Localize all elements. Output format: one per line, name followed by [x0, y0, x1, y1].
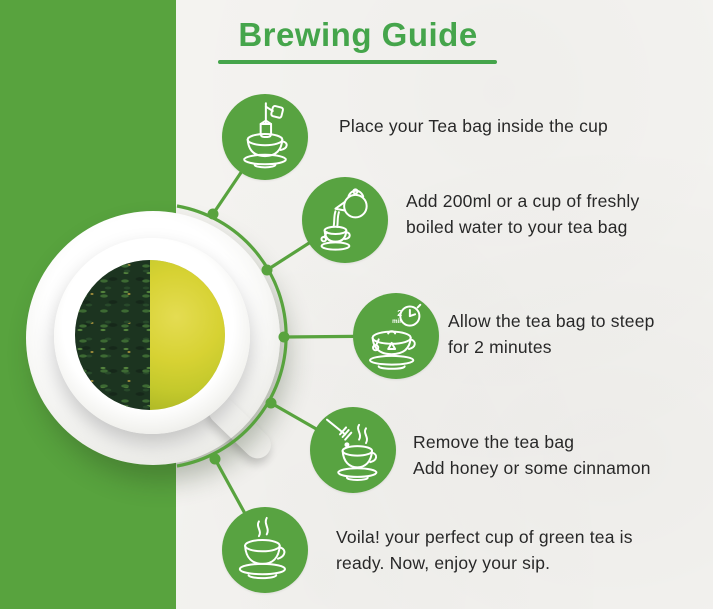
step-5-badge [222, 507, 308, 593]
steaming-cup-icon [226, 511, 304, 589]
step-3-line-2: for 2 minutes [448, 336, 552, 357]
step-3-line-1: Allow the tea bag to steep [448, 311, 655, 331]
step-1-line-1: Place your Tea bag inside the cup [339, 116, 608, 136]
step-1-badge [222, 94, 308, 180]
kettle-pouring-icon [306, 181, 384, 259]
title-underline [218, 60, 497, 64]
step-3-text [448, 309, 655, 360]
step-2-text [406, 189, 639, 240]
step-2-line-2: boiled water to your tea bag [406, 216, 628, 237]
step-5-text [336, 525, 633, 576]
steep-timer-icon [357, 297, 435, 375]
step-4-text [413, 430, 651, 481]
step-4-line-2: Add honey or some cinnamon [413, 457, 651, 478]
tea-cup-photo [26, 211, 280, 465]
timer-value-label: 2 [397, 308, 403, 319]
page-title: Brewing Guide [238, 16, 478, 53]
teabag-into-cup-icon [226, 98, 304, 176]
step-2-badge [302, 177, 388, 263]
honey-dipper-icon [314, 411, 392, 489]
brewed-tea-half [150, 260, 225, 410]
cup-contents [75, 260, 225, 410]
timer-unit-label: min [392, 319, 403, 325]
step-3-badge [353, 293, 439, 379]
step-5-line-1: Voila! your perfect cup of green tea is [336, 527, 633, 547]
step-4-line-1: Remove the tea bag [413, 432, 575, 452]
tea-leaves-half [75, 260, 150, 410]
step-4-badge [310, 407, 396, 493]
step-1-text [339, 114, 608, 140]
step-5-line-2: ready. Now, enjoy your sip. [336, 552, 551, 573]
step-2-line-1: Add 200ml or a cup of freshly [406, 191, 640, 211]
